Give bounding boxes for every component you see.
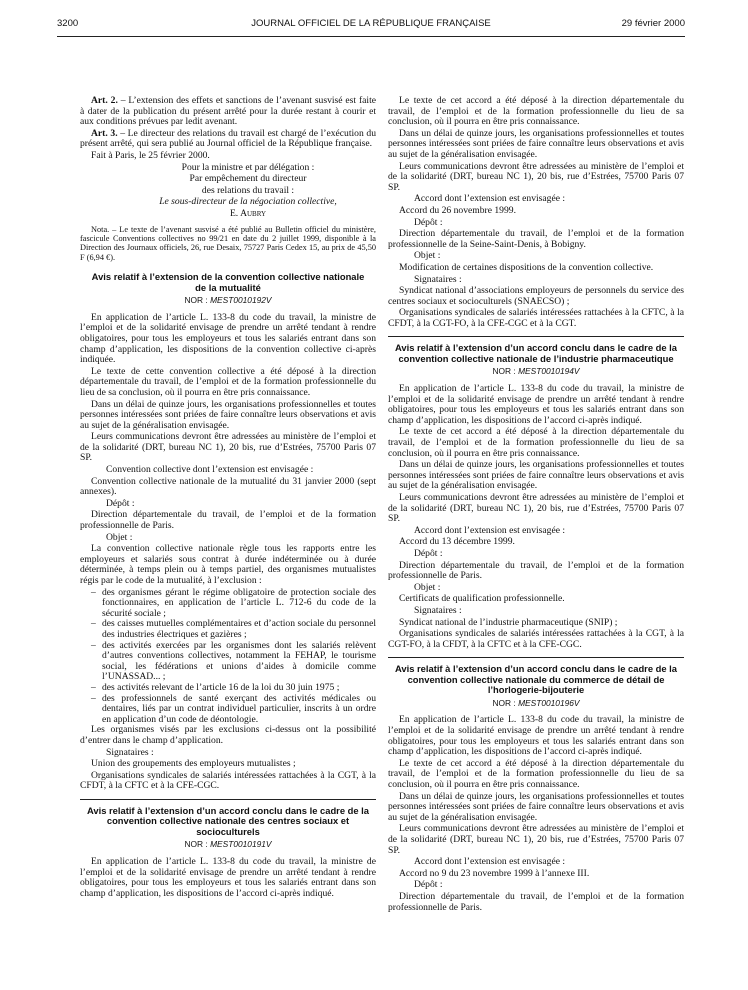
paragraph: Direction départementale du travail, de l’emploi et de la formation professionnelle de Paris.	[80, 509, 376, 532]
article-2	[80, 96, 376, 128]
article-3	[80, 129, 376, 150]
nor-reference	[80, 839, 376, 850]
article-3-label: Art. 3.	[91, 127, 118, 139]
paragraph: Dans un délai de quinze jours, les organisations professionnelles et toutes personnes intéressées sont priées de faire connaître leurs observations et avis au sujet de la généralisation envisagée.	[80, 398, 376, 431]
paragraph: Accord no 9 du 23 novembre 1999 à l’annexe III.	[399, 867, 590, 879]
nor-code: MESТ0010196V	[518, 697, 580, 708]
label-accord: Accord dont l’extension est envisagée :	[414, 524, 566, 536]
label-accord: Accord dont l’extension est envisagée :	[414, 193, 566, 205]
paragraph: Dans un délai de quinze jours, les organisations professionnelles et toutes personnes intéressées sont priées de faire connaître leurs observations et avis au sujet de la généralisation envisagée.	[388, 459, 684, 492]
paragraph: Les organismes visés par les exclusions ci-dessus ont la possibilité d’entrer dans le champ d’application.	[80, 724, 376, 746]
paragraph: En application de l’article L. 133-8 du code du travail, la ministre de l’emploi et de la solidarité envisage de prendre un arrêté tendant à rendre obligatoires, pour tous les employeurs et tous les salariés entrant dans son champ d’application, les dispositions de l’accord ci-après indiqué.	[388, 383, 684, 426]
paragraph: Direction départementale du travail, de l’emploi et de la formation professionnelle de Paris.	[388, 559, 684, 582]
label-depot: Dépôt :	[414, 547, 443, 559]
label-accord: Accord dont l’extension est envisagée :	[414, 856, 566, 868]
nor-prefix: NOR :	[184, 295, 211, 306]
issue-date: 29 février 2000	[621, 18, 685, 29]
paragraph: Le texte de cette convention collective a été déposé à la direction départementale du travail, de l’emploi et de la formation professionnelle du lieu de sa conclusion, où il pourra en être pris connaissance.	[80, 365, 376, 398]
paragraph: Le texte de cet accord a été déposé à la direction départementale du travail, de l’emploi et de la formation professionnelle du lieu de sa conclusion, où il pourra en être pris connaissance.	[388, 95, 684, 128]
page-number: 3200	[57, 18, 79, 29]
paragraph: Dans un délai de quinze jours, les organisations professionnelles et toutes personnes intéressées sont priées de faire connaître leurs observations et avis au sujet de la généralisation envisagée.	[388, 790, 684, 823]
paragraph: Leurs communications devront être adressées au ministère de l’emploi et de la solidarité (DRT, bureau NC 1), 20 bis, rue d’Estrées, 75700 Paris 07 SP.	[80, 431, 376, 464]
paragraph: Certificats de qualification professionnelle.	[399, 593, 565, 605]
signature-line-2: Par empêchement du directeur	[189, 173, 307, 185]
paragraph: Direction départementale du travail, de l’emploi et de la formation professionnelle de Paris.	[388, 890, 684, 913]
nor-reference	[388, 698, 684, 709]
paragraph: Syndicat national de l’industrie pharmaceutique (SNIP) ;	[399, 616, 618, 628]
label-objet: Objet :	[414, 581, 441, 593]
avis-title-pharmaceutique: Avis relatif à l’extension d’un accord conclu dans le cadre de la convention collective nationale de l’industrie pharmaceutique	[394, 342, 678, 364]
paragraph: Le texte de cet accord a été déposé à la direction départementale du travail, de l’emploi et de la formation professionnelle du lieu de sa conclusion, où il pourra en être pris connaissance.	[388, 426, 684, 459]
avis-title-horlogerie: Avis relatif à l’extension d’un accord conclu dans le cadre de la convention collective nationale du commerce de détail de l’horlogerie-bijouterie	[394, 663, 678, 696]
article-2-label: Art. 2.	[91, 95, 118, 106]
paragraph: Leurs communications devront être adressées au ministère de l’emploi et de la solidarité (DRT, bureau NC 1), 20 bis, rue d’Estrées, 75700 Paris 07 SP.	[388, 823, 684, 856]
nor-prefix: NOR :	[492, 366, 519, 377]
paragraph: Organisations syndicales de salariés intéressées rattachées à la CGT, à la CGT-FO, à la CFDT, à la CFTC et à la CFE-CGC.	[388, 628, 684, 650]
section-divider	[388, 657, 684, 658]
label-depot: Dépôt :	[414, 216, 443, 228]
list-item: – des caisses mutuelles complémentaires et d’action sociale du personnel des industries électriques et gazières ;	[80, 619, 376, 640]
fait-a-paris: Fait à Paris, le 25 février 2000.	[91, 149, 210, 161]
label-signataires: Signataires :	[414, 604, 462, 616]
paragraph: Dans un délai de quinze jours, les organisations professionnelles et toutes personnes intéressées sont priées de faire connaître leurs observations et avis au sujet de la généralisation envisagée.	[388, 127, 684, 160]
paragraph: Syndicat national d’associations employeurs de personnels du service des centres sociaux et socioculturels (SNAECSO) ;	[388, 285, 684, 307]
header-rule	[57, 36, 685, 37]
paragraph: Direction départementale du travail, de l’emploi et de la formation professionnelle de la Seine-Saint-Denis, à Bobigny.	[388, 228, 684, 250]
signature-line-3: des relations du travail :	[201, 184, 295, 196]
paragraph: Modification de certaines dispositions de la convention collective.	[399, 261, 654, 273]
nor-reference	[388, 366, 684, 377]
paragraph: Leurs communications devront être adressées au ministère de l’emploi et de la solidarité (DRT, bureau NC 1), 20 bis, rue d’Estrées, 75700 Paris 07 SP.	[388, 160, 684, 193]
avis-title-mutualite: Avis relatif à l’extension de la convention collective nationale de la mutualité	[91, 271, 365, 293]
nor-code: MESТ0010191V	[210, 839, 272, 850]
list-item: – des organismes gérant le régime obligatoire de protection sociale des fonctionnaires, en application de l’article L. 712-6 du code de la sécurité sociale ;	[80, 588, 376, 620]
right-column	[388, 96, 684, 914]
signature-line-1: Pour la ministre et par délégation :	[181, 161, 315, 173]
label-objet: Objet :	[106, 531, 133, 543]
paragraph: Organisations syndicales de salariés intéressées rattachées à la CGT, à la CFDT, à la CFTC et à la CFE-CGC.	[80, 769, 376, 792]
nor-code: MESТ0010192V	[210, 295, 272, 306]
paragraph: Accord du 13 décembre 1999.	[399, 536, 515, 548]
signature-line-4: Le sous-directeur de la négociation collective,	[159, 196, 337, 208]
nota: Nota. – Le texte de l’avenant susvisé a été publié au Bulletin officiel du ministère, fascicule Conventions collectives no 99/21 en date du 2 juillet 1999, disponible à la Direction des Journaux officiels, 26, rue Desaix, 75727 Paris Cedex 15, au prix de 45,50 F (6,94 €).	[80, 224, 376, 262]
left-column	[80, 96, 376, 900]
paragraph: En application de l’article L. 133-8 du code du travail, la ministre de l’emploi et de la solidarité envisage de prendre un arrêté tendant à rendre obligatoires, pour tous les employeurs et tous les salariés entrant dans son champ d’application, les dispositions de l’accord ci-après indiqué.	[80, 855, 376, 899]
list-item: – des activités relevant de l’article 16 de la loi du 30 juin 1975 ;	[80, 683, 376, 694]
paragraph: Accord du 26 novembre 1999.	[399, 204, 516, 216]
paragraph: En application de l’article L. 133-8 du code du travail, la ministre de l’emploi et de la solidarité envisage de prendre un arrêté tendant à rendre obligatoires, pour tous les employeurs et tous les salariés entrant dans son champ d’application, les dispositions de la convention collective ci-après indiquée.	[80, 311, 376, 366]
paragraph: Convention collective nationale de la mutualité du 31 janvier 2000 (sept annexes).	[80, 475, 376, 498]
paragraph: Organisations syndicales de salariés intéressées rattachées à la CFTC, à la CFDT, à la CGT-FO, à la CFE-CGC et à la CGT.	[388, 307, 684, 329]
label-depot: Dépôt :	[414, 879, 443, 891]
nor-prefix: NOR :	[184, 839, 211, 850]
nor-code: MESТ0010194V	[518, 366, 580, 377]
paragraph: Leurs communications devront être adressées au ministère de l’emploi et de la solidarité (DRT, bureau NC 1), 20 bis, rue d’Estrées, 75700 Paris 07 SP.	[388, 492, 684, 525]
list-item: – des professionnels de santé exerçant des activités médicales ou dentaires, liés par un contrat individuel particulier, inscrits à un ordre en application d’un code de déontologie.	[80, 694, 376, 726]
paragraph: La convention collective nationale règle tous les rapports entre les employeurs et salariés sous contrat à durée indéterminée ou à durée déterminée, à temps plein ou à temps partiel, des organismes mutualistes régis par le code de la mutualité, à l’exclusion :	[80, 543, 376, 586]
label-convention: Convention collective dont l’extension est envisagée :	[106, 464, 314, 476]
journal-title: JOURNAL OFFICIEL DE LA RÉPUBLIQUE FRANÇAISE	[251, 18, 491, 29]
exclusion-list	[80, 588, 376, 726]
list-item: – des activités exercées par les organismes dont les salariés relèvent d’autres conventions collectives, notamment la FEHAP, le tourisme social, les fédérations et unions d’aides à domicile comme l’UNASSAD... ;	[80, 641, 376, 683]
paragraph: Le texte de cet accord a été déposé à la direction départementale du travail, de l’emploi et de la formation professionnelle du lieu de sa conclusion, où il pourra en être pris connaissance.	[388, 757, 684, 790]
section-divider	[80, 799, 376, 800]
article-2-text: – L’extension des effets et sanctions de l’avenant susvisé est faite à dater de la publication du présent arrêté pour la durée restant à courir et aux conditions prévues par ledit avenant.	[80, 95, 376, 128]
nor-prefix: NOR :	[492, 697, 519, 708]
paragraph: Union des groupements des employeurs mutualistes ;	[91, 758, 296, 770]
section-divider	[388, 336, 684, 337]
page-header	[57, 18, 685, 34]
label-signataires: Signataires :	[106, 746, 154, 758]
paragraph: En application de l’article L. 133-8 du code du travail, la ministre de l’emploi et de la solidarité envisage de prendre un arrêté tendant à rendre obligatoires, pour tous les employeurs et tous les salariés entrant dans son champ d’application, les dispositions de l’accord ci-après indiqué.	[388, 714, 684, 758]
nor-reference	[80, 295, 376, 306]
signatory-name: E. Aubry	[229, 207, 267, 219]
article-3-text: – Le directeur des relations du travail est chargé de l’exécution du présent arrêté, qui sera publié au Journal officiel de la République française.	[80, 127, 376, 150]
label-signataires: Signataires :	[414, 273, 462, 285]
label-depot: Dépôt :	[106, 497, 135, 509]
label-objet: Objet :	[414, 250, 441, 262]
avis-title-centres-sociaux: Avis relatif à l’extension d’un accord conclu dans le cadre de la convention collective nationale des centres sociaux et socioculturels	[86, 804, 370, 837]
